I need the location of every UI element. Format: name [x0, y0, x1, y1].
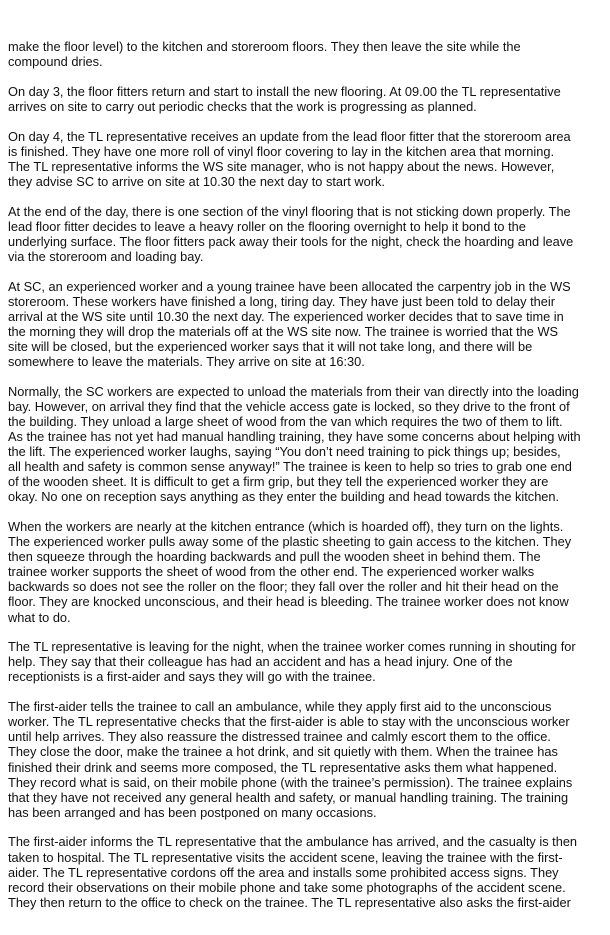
paragraph-accident: When the workers are nearly at the kitchen entrance (which is hoarded off), they turn on the lights. The experienced worker pulls away some of the plastic sheeting to gain access to the kitchen. They then squeeze through the hoarding backwards and pull the wooden sheet in behind them. The trainee worker supports the sheet of wood from the other end. The experienced worker walks backwards so does not see the roller on the floor; they fall over the roller and hit their head on the floor. They are knocked unconscious, and their head is bleeding. The trainee worker does not know what to do.: [8, 519, 572, 625]
paragraph-unloading: Normally, the SC workers are expected to unload the materials from their van directly into the loading bay. However, on arrival they find that the vehicle access gate is locked, so they drive to the front of the building. They unload a large sheet of wood from the van which requires the two of them to lift. As the trainee has not yet had manual handling training, they have some concerns about helping with the lift. The experienced worker laughs, saying “You don’t need training to pick things up; besides, all health and safety is common sense anyway!” The trainee is keen to help so tries to grab one end of the wooden sheet. It is difficult to get a firm grip, but they tell the experienced worker they are okay. No one on reception says anything as they enter the building and head towards the kitchen.: [8, 383, 581, 505]
paragraph-end-of-day: At the end of the day, there is one section of the vinyl flooring that is not sticking down properly. The lead floor fitter decides to leave a heavy roller on the flooring overnight to help it bond to the underlying surface. The floor fitters pack away their tools for the night, check the hoarding and leave via the storeroom and loading bay.: [8, 203, 574, 264]
paragraph-help-request: The TL representative is leaving for the night, when the trainee worker comes running in shouting for help. They say that their colleague has had an accident and has a head injury. One of the receptionists is a first-aider and says they will go with the trainee.: [8, 639, 576, 685]
paragraph-sc-workers: At SC, an experienced worker and a young trainee have been allocated the carpentry job in the WS storeroom. These workers have finished a long, tiring day. They have just been told to delay their arrival at the WS site until 10.30 the next day. The experienced worker decides that to save time in the morning they will drop the materials off at the WS site now. The trainee is worried that the WS site will be closed, but the experienced worker says that it will not take long, and there will be somewhere to leave the materials. They arrive on site at 16:30.: [8, 278, 571, 369]
paragraph-day-3: On day 3, the floor fitters return and start to install the new flooring. At 09.00 the TL representative arrives on site to carry out periodic checks that the work is progressing as planned.: [8, 83, 561, 114]
paragraph-day-4: On day 4, the TL representative receives an update from the lead floor fitter that the storeroom area is finished. They have one more roll of vinyl floor covering to lay in the kitchen area that morning. The TL representative informs the WS site manager, who is not happy about the news. However, they advise SC to arrive on site at 10.30 the next day to start work.: [8, 128, 571, 189]
paragraph-first-aid: The first-aider tells the trainee to call an ambulance, while they apply first aid to the unconscious worker. The TL representative checks that the first-aider is able to stay with the unconscious worker until help arrives. They also reassure the distressed trainee and calmly escort them to the office. They close the door, make the trainee a hot drink, and sit quietly with them. When the trainee has finished their drink and seems more composed, the TL representative asks them what happened. They record what is said, on their mobile phone (with the trainee’s permission). The trainee explains that they have not received any general health and safety, or manual handling training. The training has been arranged and has been postponed on many occasions.: [8, 699, 573, 820]
paragraph-ambulance: The first-aider informs the TL representative that the ambulance has arrived, and the casualty is then taken to hospital. The TL representative visits the accident scene, leaving the trainee with the first- aider. The TL representative cordons off the area and installs some prohibited access signs. They record their observations on their mobile phone and take some photographs of the accident scene. They then return to the office to check on the trainee. The TL representative also asks the first-aider: [8, 834, 578, 910]
paragraph-floor-compound: make the floor level) to the kitchen and storeroom floors. They then leave the site while the compound dries.: [8, 39, 521, 70]
document-page: [8, 39, 600, 910]
